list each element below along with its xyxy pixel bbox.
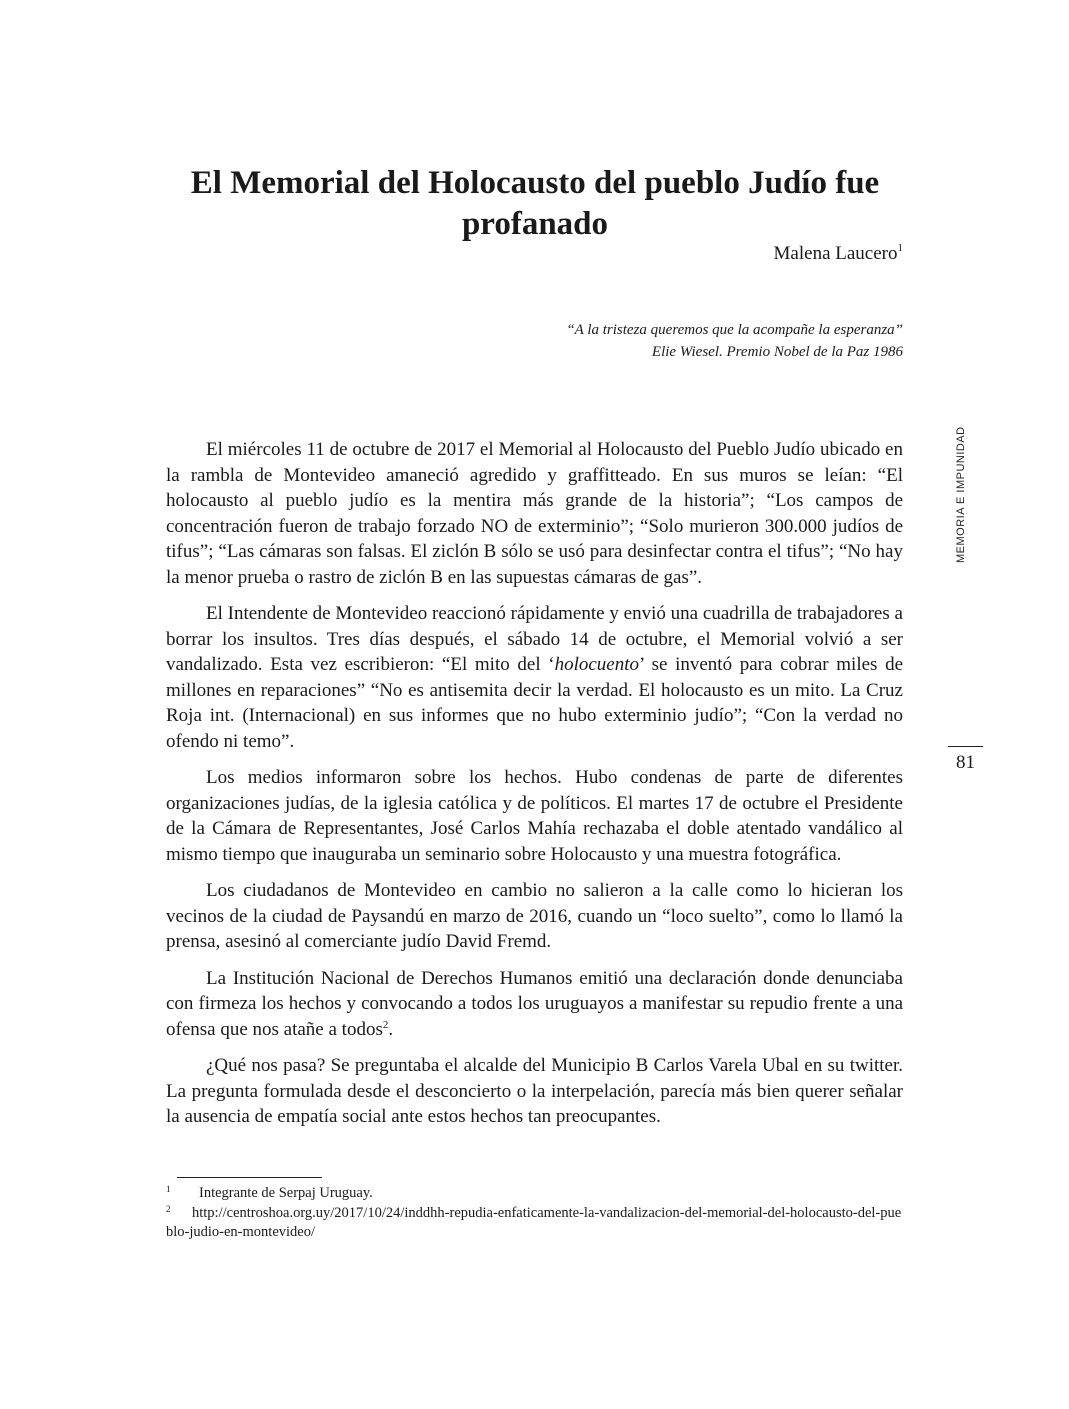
footnote-ref-1[interactable]: 1 <box>897 242 903 254</box>
article-body <box>166 437 903 1141</box>
footnote-text: Integrante de Serpaj Uruguay. <box>199 1185 373 1201</box>
paragraph-1: El miércoles 11 de octubre de 2017 el Memorial al Holocausto del Pueblo Judío ubicado en la rambla de Montevideo amaneció agredido y graffitteado. En sus muros se leían: “El holocausto al pueblo judío es la mentira más grande de la historia”; “Los campos de concentración fueron de trabajo forzado NO de exterminio”; “Solo murieron 300.000 judíos de tifus”; “Las cámaras son falsas. El ziclón B sólo se usó para desinfectar contra el tifus”; “No hay la menor prueba o rastro de ziclón B en las supuestas cámaras de gas”. <box>166 439 903 588</box>
author-byline <box>774 243 903 265</box>
footnote-2 <box>166 1204 903 1243</box>
paragraph-2-text-a: El Intendente de Montevideo reaccionó rápidamente y envió una cuadrilla de trabajadores a borrar los insultos. Tres días después, el sábado 14 de octubre, el Memorial volvió a ser vandalizado. Esta vez escribieron: “El mito del ‘ <box>166 603 903 675</box>
paragraph-5-end: . <box>388 1018 394 1040</box>
section-side-label: MEMORIA E IMPUNIDAD <box>955 426 967 563</box>
epigraph-attribution: Elie Wiesel. Premio Nobel de la Paz 1986 <box>651 344 903 360</box>
article-title: El Memorial del Holocausto del pueblo Judío fue profanado <box>190 165 880 242</box>
footnote-rule <box>177 1177 322 1178</box>
epigraph-quote: “A la tristeza queremos que la acompañe la esperanza” <box>566 322 903 338</box>
footnote-number: 2 <box>166 1203 171 1214</box>
paragraph-2-text-b: ’ se inventó para cobrar miles de millones en reparaciones” “No es antisemita decir la verdad. El holocausto es un mito. La Cruz Roja int. (Internacional) en sus informes que no hubo exterminio judío”; “Con la verdad no ofendo ni temo”. <box>166 654 904 752</box>
paragraph-2 <box>166 601 903 754</box>
page-number-rule <box>948 746 983 747</box>
italic-term: holocuento <box>554 654 640 675</box>
footnote-link[interactable]: http://centroshoa.org.uy/2017/10/24/inddhh-repudia-enfaticamente-la-vandalizacion-del-memorial-del-holocausto-del-pueblo-judio-en-montevideo/ <box>166 1204 902 1240</box>
footnote-ref-2[interactable]: 2 <box>382 1018 389 1031</box>
page-number: 81 <box>956 752 975 773</box>
footnotes <box>166 1184 903 1243</box>
paragraph-6: ¿Qué nos pasa? Se preguntaba el alcalde del Municipio B Carlos Varela Ubal en su twitter. La pregunta formulada desde el desconcierto o la interpelación, parecía más bien querer señalar la ausencia de empatía social ante estos hechos tan preocupantes. <box>166 1055 903 1127</box>
paragraph-5 <box>166 966 903 1043</box>
paragraph-4: Los ciudadanos de Montevideo en cambio no salieron a la calle como lo hicieran los vecinos de la ciudad de Paysandú en marzo de 2016, cuando un “loco suelto”, como lo llamó la prensa, asesinó al comerciante judío David Fremd. <box>166 880 903 952</box>
epigraph <box>403 319 903 363</box>
paragraph-3: Los medios informaron sobre los hechos. Hubo condenas de parte de diferentes organizaciones judías, de la iglesia católica y de políticos. El martes 17 de octubre el Presidente de la Cámara de Representantes, José Carlos Mahía rechazaba el doble atentado vandálico al mismo tiempo que inauguraba un seminario sobre Holocausto y una muestra fotográfica. <box>166 767 903 865</box>
paragraph-5-text: La Institución Nacional de Derechos Humanos emitió una declaración donde denunciaba con firmeza los hechos y convocando a todos los uruguayos a manifestar su repudio frente a una ofensa que nos atañe a todos <box>166 967 903 1040</box>
footnote-1 <box>166 1184 903 1204</box>
author-name: Malena Laucero <box>773 243 898 264</box>
footnote-number: 1 <box>166 1184 171 1194</box>
